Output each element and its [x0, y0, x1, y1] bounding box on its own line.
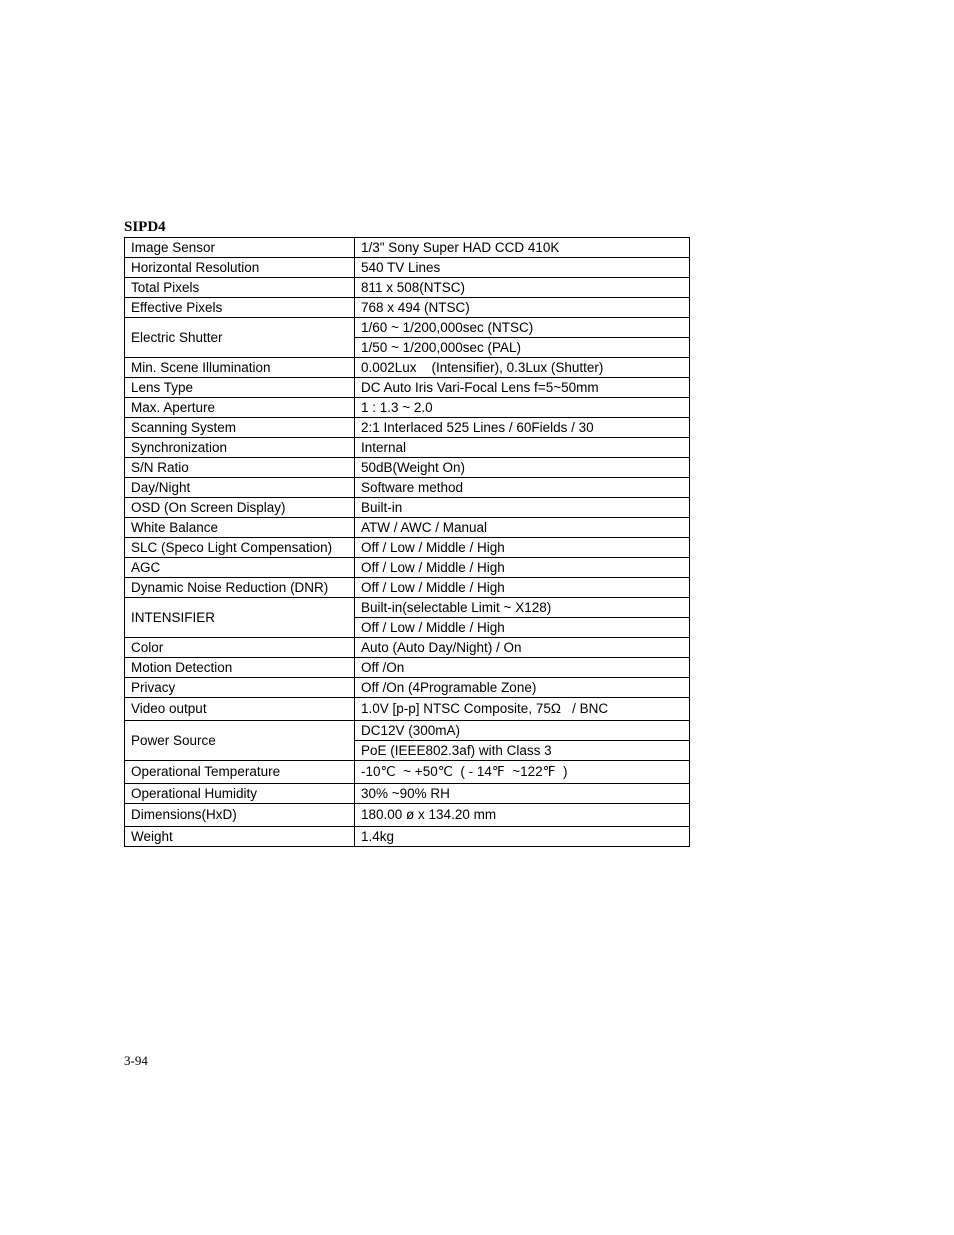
spec-value: PoE (IEEE802.3af) with Class 3 — [355, 741, 690, 761]
spec-label: Operational Humidity — [125, 784, 355, 804]
spec-label: OSD (On Screen Display) — [125, 498, 355, 518]
table-row — [125, 478, 690, 498]
table-row — [125, 721, 690, 741]
spec-label: Electric Shutter — [125, 318, 355, 358]
spec-value: 1/3" Sony Super HAD CCD 410K — [355, 238, 690, 258]
table-row — [125, 678, 690, 698]
spec-label: Day/Night — [125, 478, 355, 498]
spec-label: Privacy — [125, 678, 355, 698]
spec-value: 768 x 494 (NTSC) — [355, 298, 690, 318]
table-row — [125, 298, 690, 318]
table-row — [125, 827, 690, 847]
table-row — [125, 498, 690, 518]
spec-value: 1 : 1.3 ~ 2.0 — [355, 398, 690, 418]
spec-label: Horizontal Resolution — [125, 258, 355, 278]
spec-value: Off / Low / Middle / High — [355, 618, 690, 638]
spec-value: Off / Low / Middle / High — [355, 538, 690, 558]
spec-value: 811 x 508(NTSC) — [355, 278, 690, 298]
spec-label: Synchronization — [125, 438, 355, 458]
table-row — [125, 278, 690, 298]
spec-value: 1.4kg — [355, 827, 690, 847]
spec-value: 50dB(Weight On) — [355, 458, 690, 478]
table-row — [125, 761, 690, 784]
table-row — [125, 438, 690, 458]
page-number: 3-94 — [124, 1053, 148, 1068]
spec-value: DC Auto Iris Vari-Focal Lens f=5~50mm — [355, 378, 690, 398]
spec-value: 30% ~90% RH — [355, 784, 690, 804]
spec-value: DC12V (300mA) — [355, 721, 690, 741]
spec-value: Off /On (4Programable Zone) — [355, 678, 690, 698]
spec-value: Built-in — [355, 498, 690, 518]
table-row — [125, 378, 690, 398]
table-row — [125, 318, 690, 338]
spec-value: 540 TV Lines — [355, 258, 690, 278]
table-row — [125, 698, 690, 721]
table-row — [125, 658, 690, 678]
spec-value: -10℃ ~ +50℃ ( - 14℉ ~122℉ ) — [355, 761, 690, 784]
spec-value: Off / Low / Middle / High — [355, 558, 690, 578]
spec-label: Motion Detection — [125, 658, 355, 678]
spec-value: 1/50 ~ 1/200,000sec (PAL) — [355, 338, 690, 358]
spec-label: Effective Pixels — [125, 298, 355, 318]
table-row — [125, 638, 690, 658]
spec-value: Off /On — [355, 658, 690, 678]
spec-label: S/N Ratio — [125, 458, 355, 478]
table-row — [125, 578, 690, 598]
spec-label: Weight — [125, 827, 355, 847]
spec-label: AGC — [125, 558, 355, 578]
table-row — [125, 258, 690, 278]
spec-label: Color — [125, 638, 355, 658]
spec-label: Scanning System — [125, 418, 355, 438]
table-row — [125, 558, 690, 578]
spec-label: Power Source — [125, 721, 355, 761]
page-title: SIPD4 — [124, 219, 166, 235]
spec-label: Image Sensor — [125, 238, 355, 258]
spec-value: 2:1 Interlaced 525 Lines / 60Fields / 30 — [355, 418, 690, 438]
spec-label: White Balance — [125, 518, 355, 538]
table-row — [125, 358, 690, 378]
spec-label: Lens Type — [125, 378, 355, 398]
spec-label: SLC (Speco Light Compensation) — [125, 538, 355, 558]
spec-label: Max. Aperture — [125, 398, 355, 418]
table-row — [125, 398, 690, 418]
spec-table — [124, 237, 690, 847]
spec-value: 0.002Lux (Intensifier), 0.3Lux (Shutter) — [355, 358, 690, 378]
spec-label: Dynamic Noise Reduction (DNR) — [125, 578, 355, 598]
spec-label: Min. Scene Illumination — [125, 358, 355, 378]
spec-value: Built-in(selectable Limit ~ X128) — [355, 598, 690, 618]
table-row — [125, 518, 690, 538]
spec-value: 1/60 ~ 1/200,000sec (NTSC) — [355, 318, 690, 338]
table-row — [125, 804, 690, 827]
spec-value: Internal — [355, 438, 690, 458]
table-row — [125, 598, 690, 618]
spec-value: Auto (Auto Day/Night) / On — [355, 638, 690, 658]
spec-value: 1.0V [p-p] NTSC Composite, 75Ω / BNC — [355, 698, 690, 721]
table-row — [125, 538, 690, 558]
spec-label: Total Pixels — [125, 278, 355, 298]
spec-value: Off / Low / Middle / High — [355, 578, 690, 598]
spec-label: Operational Temperature — [125, 761, 355, 784]
table-row — [125, 458, 690, 478]
spec-value: 180.00 ø x 134.20 mm — [355, 804, 690, 827]
table-row — [125, 418, 690, 438]
table-row — [125, 784, 690, 804]
spec-label: Dimensions(HxD) — [125, 804, 355, 827]
table-row — [125, 238, 690, 258]
spec-value: Software method — [355, 478, 690, 498]
spec-value: ATW / AWC / Manual — [355, 518, 690, 538]
spec-label: INTENSIFIER — [125, 598, 355, 638]
spec-label: Video output — [125, 698, 355, 721]
